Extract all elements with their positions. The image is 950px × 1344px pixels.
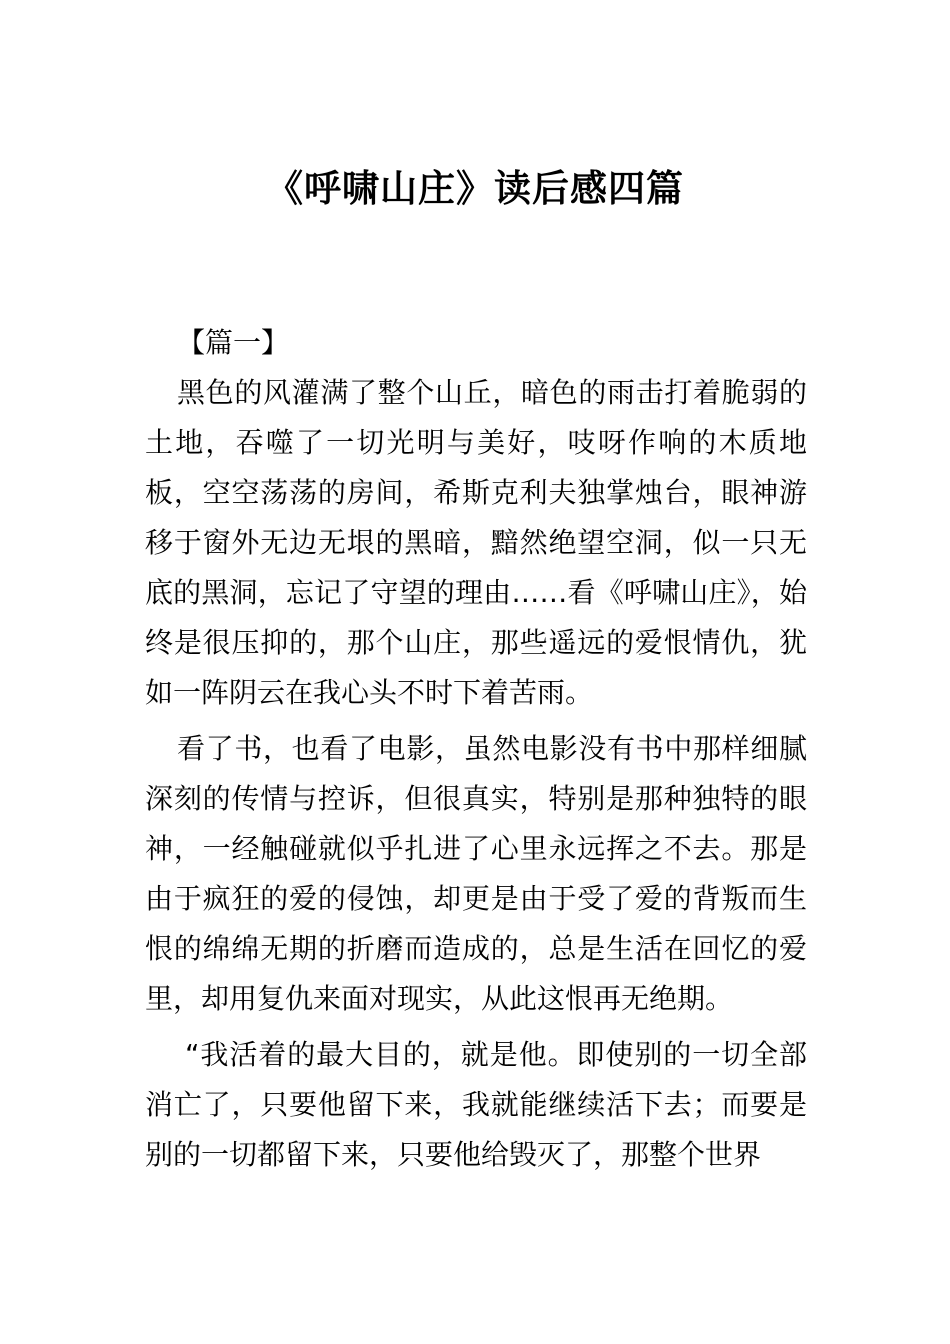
section-heading: 【篇一】 bbox=[177, 326, 290, 359]
paragraph-1: 黑色的风灌满了整个山丘，暗色的雨击打着脆弱的土地，吞噬了一切光明与美好，吱呀作响的木质地板，空空荡荡的房间，希斯克利夫独掌烛台，眼神游移于窗外无边无垠的黑暗，黯然绝望空洞，似一只无底的黑洞，忘记了守望的理由……看《呼啸山庄》，始终是很压抑的，那个山庄，那些遥远的爱恨情仇，犹如一阵阴云在我心头不时下着苦雨。 bbox=[145, 376, 807, 709]
document-body bbox=[145, 318, 807, 1186]
paragraph-3: “我活着的最大目的，就是他。即使别的一切全部消亡了，只要他留下来，我就能继续活下去；而要是别的一切都留下来，只要他给毁灭了，那整个世界 bbox=[145, 1038, 807, 1171]
document-title: 《呼啸山庄》读后感四篇 bbox=[266, 166, 684, 210]
paragraph-2: 看了书，也看了电影，虽然电影没有书中那样细腻深刻的传情与控诉，但很真实，特别是那种独特的眼神，一经触碰就似乎扎进了心里永远挥之不去。那是由于疯狂的爱的侵蚀，却更是由于受了爱的背叛而生恨的绵绵无期的折磨而造成的，总是生活在回忆的爱里，却用复仇来面对现实，从此这恨再无绝期。 bbox=[145, 732, 807, 1015]
